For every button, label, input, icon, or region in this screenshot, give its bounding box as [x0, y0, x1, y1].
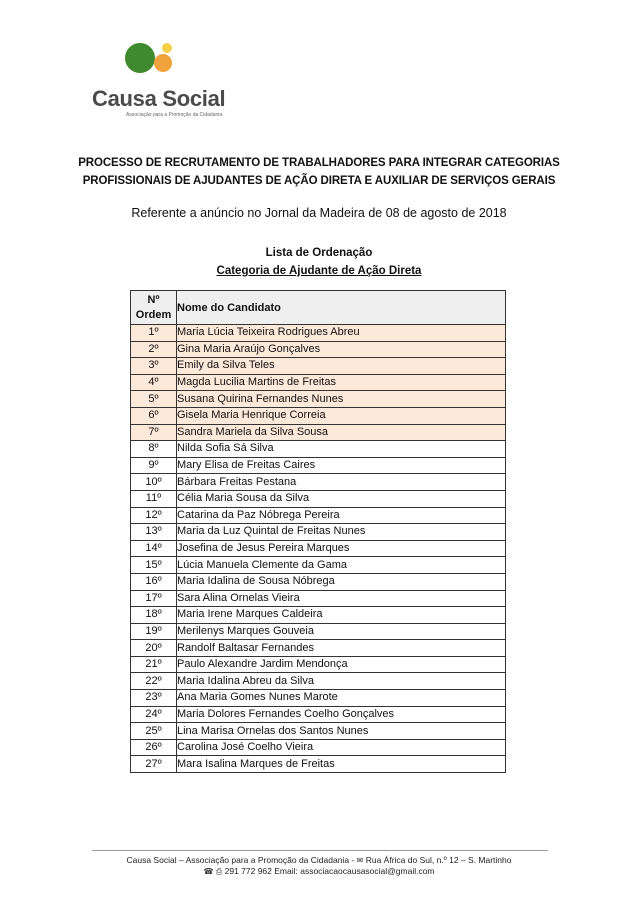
list-title: Lista de Ordenação: [265, 247, 373, 259]
candidate-name-cell: Sandra Mariela da Silva Sousa: [177, 424, 506, 441]
candidate-name-cell: Maria da Luz Quintal de Freitas Nunes: [177, 524, 506, 541]
order-cell: 18º: [131, 607, 177, 624]
table-row: [131, 441, 506, 458]
order-cell: 4º: [131, 374, 177, 391]
footer-divider: [92, 850, 548, 851]
logo-circles-icon: [120, 36, 190, 86]
order-header-line-2: Ordem: [135, 308, 172, 321]
candidate-name-cell: Gisela Maria Henrique Correia: [177, 407, 506, 424]
table-row: [131, 607, 506, 624]
order-cell: 19º: [131, 623, 177, 640]
table-row: [131, 507, 506, 524]
table-row: [131, 723, 506, 740]
table-row: [131, 407, 506, 424]
table-row: [131, 540, 506, 557]
footer-contact: 291 772 962 Email: associacaocausasocial@gmail.com: [224, 866, 435, 876]
footer-org: Causa Social – Associação para a Promoção da Cidadania -: [126, 855, 355, 865]
candidate-name-cell: Célia Maria Sousa da Silva: [177, 490, 506, 507]
table-row: [131, 623, 506, 640]
table-row: [131, 590, 506, 607]
mailbox-icon: ✉: [356, 856, 364, 865]
candidate-name-cell: Paulo Alexandre Jardim Mendonça: [177, 656, 506, 673]
table-row: [131, 756, 506, 773]
order-cell: 20º: [131, 640, 177, 657]
order-cell: 5º: [131, 391, 177, 408]
candidate-name-cell: Merilenys Marques Gouveia: [177, 623, 506, 640]
candidate-name-cell: Josefina de Jesus Pereira Marques: [177, 540, 506, 557]
order-cell: 17º: [131, 590, 177, 607]
name-column-header: Nome do Candidato: [177, 291, 506, 325]
order-cell: 2º: [131, 341, 177, 358]
table-row: [131, 474, 506, 491]
document-title-line-1: PROCESSO DE RECRUTAMENTO DE TRABALHADORES PARA INTEGRAR CATEGORIAS: [78, 157, 560, 169]
order-cell: 7º: [131, 424, 177, 441]
candidate-name-cell: Nilda Sofia Sá Silva: [177, 441, 506, 458]
logo-name: Causa Social: [92, 86, 226, 111]
footer-line-1: [0, 855, 638, 865]
fax-icon: ⎙: [215, 867, 223, 876]
candidate-name-cell: Susana Quirina Fernandes Nunes: [177, 391, 506, 408]
candidate-name-cell: Bárbara Freitas Pestana: [177, 474, 506, 491]
order-header-line-1: Nº: [147, 293, 160, 306]
order-cell: 22º: [131, 673, 177, 690]
order-cell: 13º: [131, 524, 177, 541]
order-cell: 27º: [131, 756, 177, 773]
table-row: [131, 640, 506, 657]
order-cell: 11º: [131, 490, 177, 507]
table-row: [131, 573, 506, 590]
order-cell: 26º: [131, 739, 177, 756]
candidate-name-cell: Maria Irene Marques Caldeira: [177, 607, 506, 624]
candidate-name-cell: Emily da Silva Teles: [177, 358, 506, 375]
table-row: [131, 325, 506, 342]
candidate-name-cell: Randolf Baltasar Fernandes: [177, 640, 506, 657]
footer-line-2: [0, 866, 638, 877]
candidate-name-cell: Mary Elisa de Freitas Caires: [177, 457, 506, 474]
phone-icon: ☎: [203, 867, 214, 876]
candidate-name-cell: Maria Dolores Fernandes Coelho Gonçalves: [177, 706, 506, 723]
table-row: [131, 358, 506, 375]
table-header-row: [131, 291, 506, 325]
table-row: [131, 739, 506, 756]
table-row: [131, 457, 506, 474]
table-row: [131, 524, 506, 541]
table-row: [131, 374, 506, 391]
candidate-name-cell: Catarina da Paz Nóbrega Pereira: [177, 507, 506, 524]
candidate-name-cell: Gina Maria Araújo Gonçalves: [177, 341, 506, 358]
footer-address: Rua África do Sul, n.º 12 – S. Martinho: [365, 855, 512, 865]
candidate-name-cell: Lúcia Manuela Clemente da Gama: [177, 557, 506, 574]
logo-tagline: Associação para a Promoção da Cidadania: [126, 112, 223, 118]
order-cell: 21º: [131, 656, 177, 673]
candidate-name-cell: Carolina José Coelho Vieira: [177, 739, 506, 756]
reference-line: Referente a anúncio no Jornal da Madeira de 08 de agosto de 2018: [131, 206, 507, 220]
organization-logo: [92, 36, 232, 120]
table-row: [131, 490, 506, 507]
order-cell: 9º: [131, 457, 177, 474]
candidate-name-cell: Mara Isalina Marques de Freitas: [177, 756, 506, 773]
order-cell: 12º: [131, 507, 177, 524]
table-row: [131, 391, 506, 408]
table-row: [131, 673, 506, 690]
order-cell: 8º: [131, 441, 177, 458]
table-row: [131, 424, 506, 441]
table-row: [131, 341, 506, 358]
order-cell: 1º: [131, 325, 177, 342]
candidate-name-cell: Maria Idalina de Sousa Nóbrega: [177, 573, 506, 590]
order-cell: 16º: [131, 573, 177, 590]
candidates-table: [130, 290, 506, 773]
order-cell: 14º: [131, 540, 177, 557]
order-cell: 24º: [131, 706, 177, 723]
list-subtitle-wrap: [0, 265, 638, 277]
document-title-line-2: PROFISSIONAIS DE AJUDANTES DE AÇÃO DIRETA E AUXILIAR DE SERVIÇOS GERAIS: [82, 175, 556, 187]
table-row: [131, 690, 506, 707]
candidate-name-cell: Maria Idalina Abreu da Silva: [177, 673, 506, 690]
order-column-header: [131, 291, 177, 325]
candidate-name-cell: Lina Marisa Ornelas dos Santos Nunes: [177, 723, 506, 740]
table-row: [131, 706, 506, 723]
candidate-name-cell: Magda Lucilia Martins de Freitas: [177, 374, 506, 391]
order-cell: 15º: [131, 557, 177, 574]
candidate-name-cell: Maria Lúcia Teixeira Rodrigues Abreu: [177, 325, 506, 342]
order-cell: 23º: [131, 690, 177, 707]
candidate-name-cell: Sara Alina Ornelas Vieira: [177, 590, 506, 607]
candidate-name-cell: Ana Maria Gomes Nunes Marote: [177, 690, 506, 707]
order-cell: 3º: [131, 358, 177, 375]
order-cell: 6º: [131, 407, 177, 424]
order-cell: 10º: [131, 474, 177, 491]
table-row: [131, 656, 506, 673]
order-cell: 25º: [131, 723, 177, 740]
table-row: [131, 557, 506, 574]
list-subtitle: Categoria de Ajudante de Ação Direta: [216, 265, 422, 277]
